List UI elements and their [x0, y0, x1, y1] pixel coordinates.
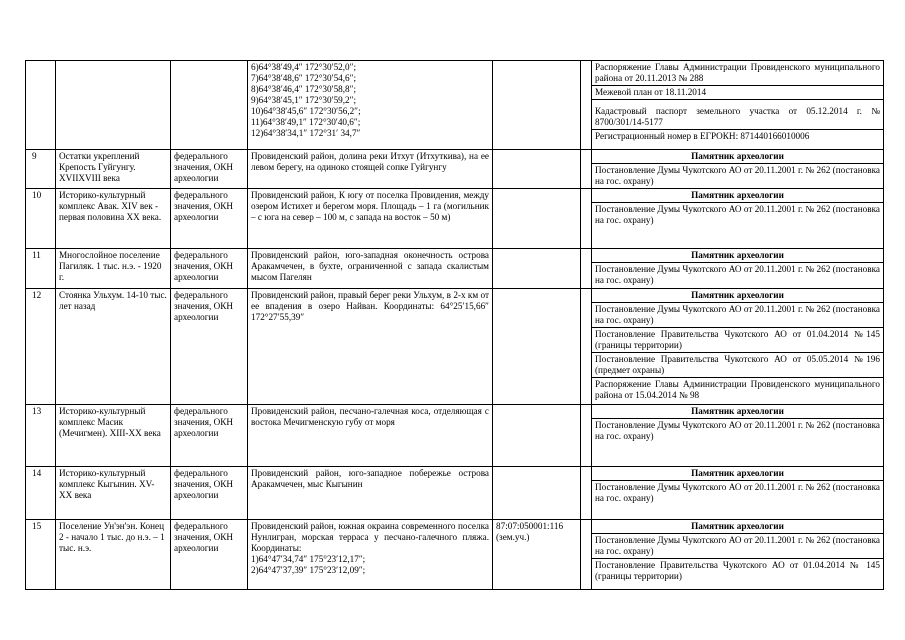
spacer-cell: [581, 289, 592, 405]
legal-document: Постановление Думы Чукотского АО от 20.11.2001 г. № 262 (постановка на гос. охрану): [595, 204, 880, 225]
object-location: Провиденский район, песчано-галечная коса, отделяющая с востока Мечигменскую губу от моря: [248, 405, 493, 467]
legal-documents: [592, 61, 884, 150]
object-category: федерального значения, ОКН археологии: [171, 150, 248, 189]
legal-document: Постановление Думы Чукотского АО от 20.11.2001 г. № 262 (постановка на гос. охрану): [595, 264, 880, 285]
object-name: Стоянка Ульхум. 14-10 тыс. лет назад: [56, 289, 171, 405]
table-row: [26, 189, 884, 249]
coordinate-line: 8)64°38′46,4″ 172°30′58,8″;: [251, 84, 357, 94]
legal-document: Постановление Думы Чукотского АО от 20.11.2001 г. № 262 (постановка на гос. охрану): [592, 534, 883, 559]
document-heading: Памятник археологии: [592, 467, 883, 481]
cadastral-number: [493, 405, 581, 467]
legal-documents: [592, 150, 884, 189]
object-category: [171, 61, 248, 150]
cadastral-number: [493, 189, 581, 249]
object-category: федерального значения, ОКН археологии: [171, 189, 248, 249]
row-number: 9: [26, 150, 56, 189]
legal-document: Постановление Думы Чукотского АО от 20.11.2001 г. № 262 (постановка на гос. охрану): [595, 420, 880, 441]
legal-document: Регистрационный номер в ЕГРОКН: 871440166010006: [595, 131, 810, 141]
row-number: 13: [26, 405, 56, 467]
document-heading: Памятник археологии: [592, 249, 883, 263]
object-category: федерального значения, ОКН археологии: [171, 289, 248, 405]
object-name: Остатки укреплений Крепость Гуйгунгу. XVIIXVIII века: [56, 150, 171, 189]
coordinate-line: 10)64°38′45,6″ 172°30′56,2″;: [251, 106, 361, 116]
legal-document: Постановление Думы Чукотского АО от 20.11.2001 г. № 262 (постановка на гос. охрану): [592, 303, 883, 328]
object-location: Провиденский район, К югу от поселка Провидения, между озером Истихет и берегом моря. Площадь – 1 га (могильник – с юга на север – 100 м, с запада на восток – 50 м): [248, 189, 493, 249]
document-heading: Памятник археологии: [592, 189, 883, 203]
object-name: Историко-культурный комплекс Кыгынин. XV-XX века: [56, 467, 171, 520]
spacer-cell: [581, 189, 592, 249]
spacer-cell: [581, 249, 592, 289]
legal-document: Постановление Думы Чукотского АО от 20.11.2001 г. № 262 (постановка на гос. охрану): [595, 165, 880, 186]
coordinate-line: 9)64°38′45,1″ 172°30′59,2″;: [251, 95, 357, 105]
legal-documents: [592, 289, 884, 405]
table-row: [26, 520, 884, 590]
legal-document: Распоряжение Главы Администрации Провиденского муниципального района от 20.11.2013 № 288: [592, 61, 883, 86]
object-location: Провиденский район, юго-западная оконечность острова Аракамчечен, в бухте, ограниченной с запада скалистым мысом Пагелян: [248, 249, 493, 289]
spacer-cell: [581, 467, 592, 520]
object-location: Провиденский район, правый берег реки Ульхум, в 2-х км от ее впадения в озеро Найван. Координаты: 64°25′15,66″ 172°27′55,39″: [248, 289, 493, 405]
legal-document: Постановление Правительства Чукотского АО от 01.04.2014 № 145 (границы территории): [595, 560, 880, 581]
cadastral-number: [493, 467, 581, 520]
object-name: Историко-культурный комплекс Масик (Мечигмен). XIII-XX века: [56, 405, 171, 467]
row-number: 10: [26, 189, 56, 249]
legal-document: Постановление Правительства Чукотского АО от 05.05.2014 №196 (предмет охраны): [592, 353, 883, 378]
table-row: [26, 467, 884, 520]
legal-documents: [592, 189, 884, 249]
legal-document: Межевой план от 18.11.2014: [592, 86, 883, 100]
row-number: [26, 61, 56, 150]
object-location: Провиденский район, юго-западное побережье острова Аракамчечен, мыс Кыгынин: [248, 467, 493, 520]
coordinate-line: 7)64°38′48,6″ 172°30′54,6″;: [251, 73, 357, 83]
legal-document: Постановление Думы Чукотского АО от 20.11.2001 г. № 262 (постановка на гос. охрану): [595, 482, 880, 503]
object-location: [248, 520, 493, 590]
object-name: [56, 61, 171, 150]
row-number: 12: [26, 289, 56, 405]
cadastral-number: [493, 249, 581, 289]
coordinate-line: 1)64°47′34,74″ 175°23′12,17″;: [251, 554, 366, 564]
cadastral-number: [493, 61, 581, 150]
cadastral-number: [493, 150, 581, 189]
document-heading: Памятник археологии: [592, 150, 883, 164]
document-heading: Памятник археологии: [592, 520, 883, 534]
legal-document: Постановление Правительства Чукотского АО от 01.04.2014 №145 (границы территории): [592, 328, 883, 353]
legal-documents: [592, 467, 884, 520]
legal-documents: [592, 405, 884, 467]
coordinate-line: 2)64°47′37,39″ 175°23′12,09″;: [251, 565, 366, 575]
object-location: [248, 61, 493, 150]
object-category: федерального значения, ОКН археологии: [171, 467, 248, 520]
legal-documents: [592, 249, 884, 289]
object-category: федерального значения, ОКН археологии: [171, 249, 248, 289]
cadastral-number: [493, 289, 581, 405]
table-row: [26, 150, 884, 189]
row-number: 11: [26, 249, 56, 289]
document-heading: Памятник археологии: [592, 289, 883, 303]
coordinate-line: 11)64°38′49,1″ 172°30′40,6″;: [251, 117, 361, 127]
spacer-cell: [581, 150, 592, 189]
row-number: 15: [26, 520, 56, 590]
table-row: [26, 405, 884, 467]
object-name: Историко-культурный комплекс Авак. XIV век - первая половина XX века.: [56, 189, 171, 249]
object-location: Провиденский район, долина реки Итхут (Итхуткива), на ее левом берегу, на одиноко стоящей сопке Гуйгунгу: [248, 150, 493, 189]
legal-document: Кадастровый паспорт земельного участка от 05.12.2014 г. № 8700/301/14-5177: [592, 100, 883, 130]
document-heading: Памятник археологии: [592, 405, 883, 419]
row-number: 14: [26, 467, 56, 520]
spacer-cell: [581, 61, 592, 150]
object-name: Многослойное поселение Пагиляк. 1 тыс. н.э. - 1920 г.: [56, 249, 171, 289]
object-category: федерального значения, ОКН археологии: [171, 520, 248, 590]
heritage-objects-table: [25, 60, 884, 590]
legal-document: Распоряжение Главы Администрации Провиденского муниципального района от 15.04.2014 № 98: [595, 379, 880, 400]
location-text: Провиденский район, южная окраина современного поселка Нунлигран, морская терраса у песчано-галечного пляжа. Координаты:: [251, 521, 489, 553]
object-name: Поселение Ун'эн'эн. Конец 2 - начало 1 тыс. до н.э. – 1 тыс. н.э.: [56, 520, 171, 590]
coordinate-line: 12)64°38′34,1″ 172°31′ 34,7″: [251, 128, 361, 138]
spacer-cell: [581, 405, 592, 467]
cadastral-number: 87:07:050001:116 (зем.уч.): [493, 520, 581, 590]
table-row: [26, 249, 884, 289]
table-row: [26, 289, 884, 405]
coordinate-line: 6)64°38′49,4″ 172°30′52,0″;: [251, 62, 357, 72]
object-category: федерального значения, ОКН археологии: [171, 405, 248, 467]
table-row: [26, 61, 884, 150]
spacer-cell: [581, 520, 592, 590]
legal-documents: [592, 520, 884, 590]
